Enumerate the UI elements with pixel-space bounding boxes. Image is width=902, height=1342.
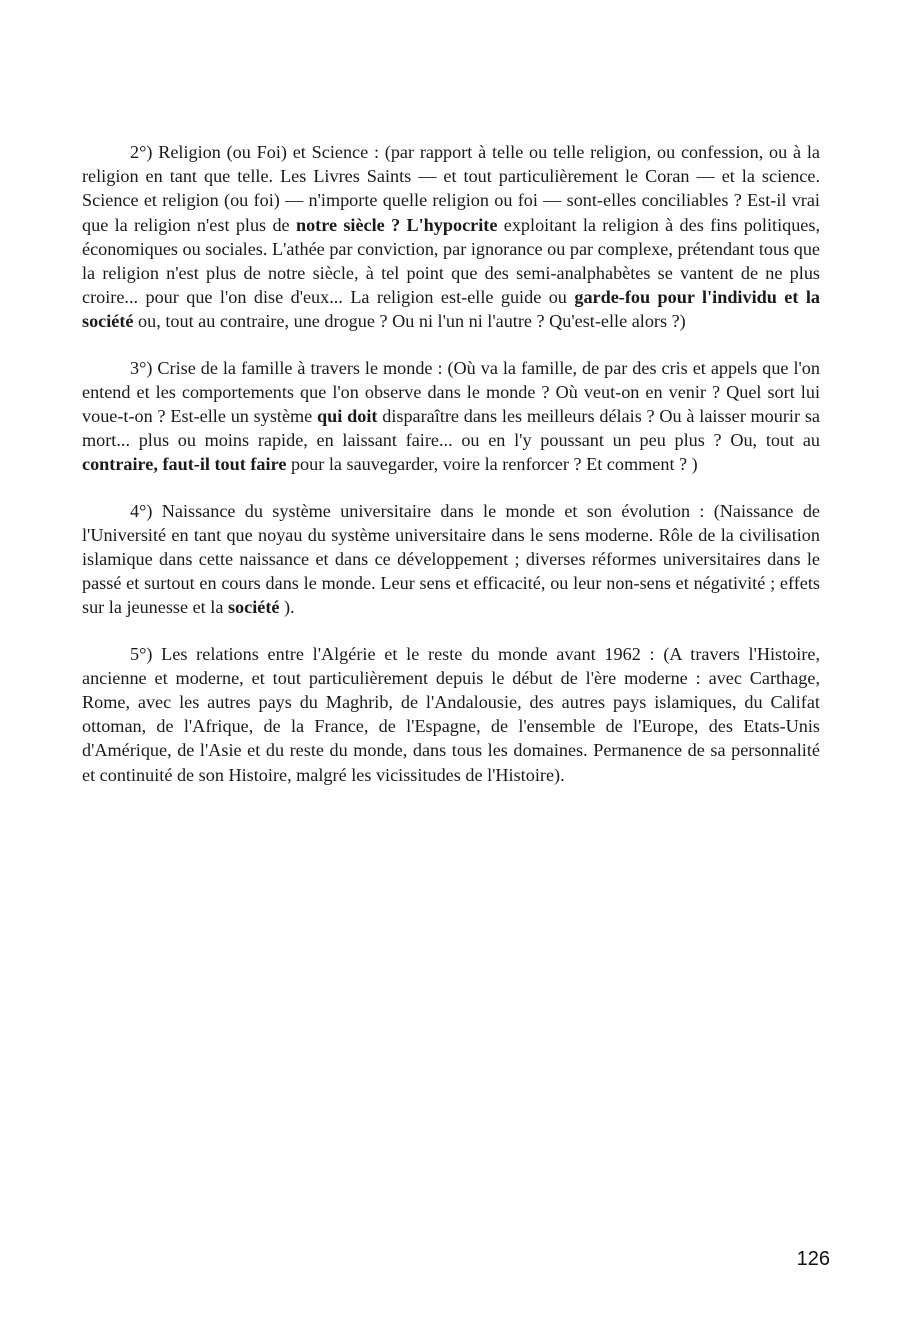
text-run: disparaître dans les meilleurs délais ? Ou à laisser mourir sa mort... plus ou moins rapide, en laissant faire... ou en l'y poussant un peu plus ? Ou, tout au [82, 406, 820, 451]
bold-text-run: société [227, 597, 280, 618]
bold-text-run: garde-fou pour l'individu et la société [82, 287, 821, 332]
paragraph-crise-famille [82, 356, 820, 477]
text-run: 4°) Naissance du système universitaire dans le monde et son évolution : (Naissance de l'Université en tant que noyau du système universitaire dans le sens moderne. Rôle de la civilisation islamique dans cette naissance et dans ce développement ; diverses réformes universitaires dans le passé et surtout en cours dans le monde. Leur sens et efficacité, ou leur non-sens et négativité ; effets sur la jeunesse et la [82, 500, 820, 618]
text-run: 3°) Crise de la famille à travers le monde : (Où va la famille, de par des cris et appels que l'on entend et les comportements que l'on observe dans le monde ? Où veut-on en venir ? Quel sort lui voue-t-on ? Est-elle un système [82, 357, 820, 427]
text-run: 2°) Religion (ou Foi) et Science : (par rapport à telle ou telle religion, ou confession, ou à la religion en tant que telle. Les Livres Saints — et tout particulièrement le Coran — et la science. Science et religion (ou foi) — n'importe quelle religion ou foi — sont-elles conciliables ? Est-il vrai que la religion n'est plus de [82, 142, 820, 235]
text-run: 5°) Les relations entre l'Algérie et le reste du monde avant 1962 : (A travers l'Histoire, ancienne et moderne, et tout particulièrement depuis le début de l'ère moderne : avec Carthage, Rome, avec les autres pays du Maghrib, de l'Andalousie, des autres pays islamiques, du Califat ottoman, de l'Afrique, de la France, de l'Espagne, de l'ensemble de l'Europe, des Etats-Unis d'Amérique, de l'Asie et du reste du monde, dans tous les domaines. Permanence de sa personnalité et continuité de son Histoire, malgré les vicissitudes de l'Histoire). [82, 643, 820, 785]
page-number: 126 [796, 1248, 830, 1270]
text-run: ou, tout au contraire, une drogue ? Ou ni l'un ni l'autre ? Qu'est-elle alors ?) [133, 311, 686, 332]
page-body [82, 140, 820, 809]
bold-text-run: qui doit [317, 406, 378, 427]
bold-text-run: contraire, faut-il tout faire [82, 454, 287, 475]
text-run: ). [279, 597, 295, 618]
bold-text-run: notre siècle ? L'hypocrite [295, 214, 498, 235]
text-run: pour la sauvegarder, voire la renforcer ? Et comment ? ) [286, 454, 698, 475]
text-run: exploitant la religion à des fins politiques, économiques ou sociales. L'athée par conviction, par ignorance ou par complexe, prétendant tous que la religion n'est plus de notre siècle, à tel point que des semi-analphabètes se vantent de ne plus croire... pour que l'on dise d'eux... La religion est-elle guide ou [82, 214, 821, 308]
paragraph-systeme-universitaire [82, 499, 820, 620]
paragraph-relations-algerie [82, 642, 820, 787]
paragraph-religion-science [82, 140, 820, 334]
